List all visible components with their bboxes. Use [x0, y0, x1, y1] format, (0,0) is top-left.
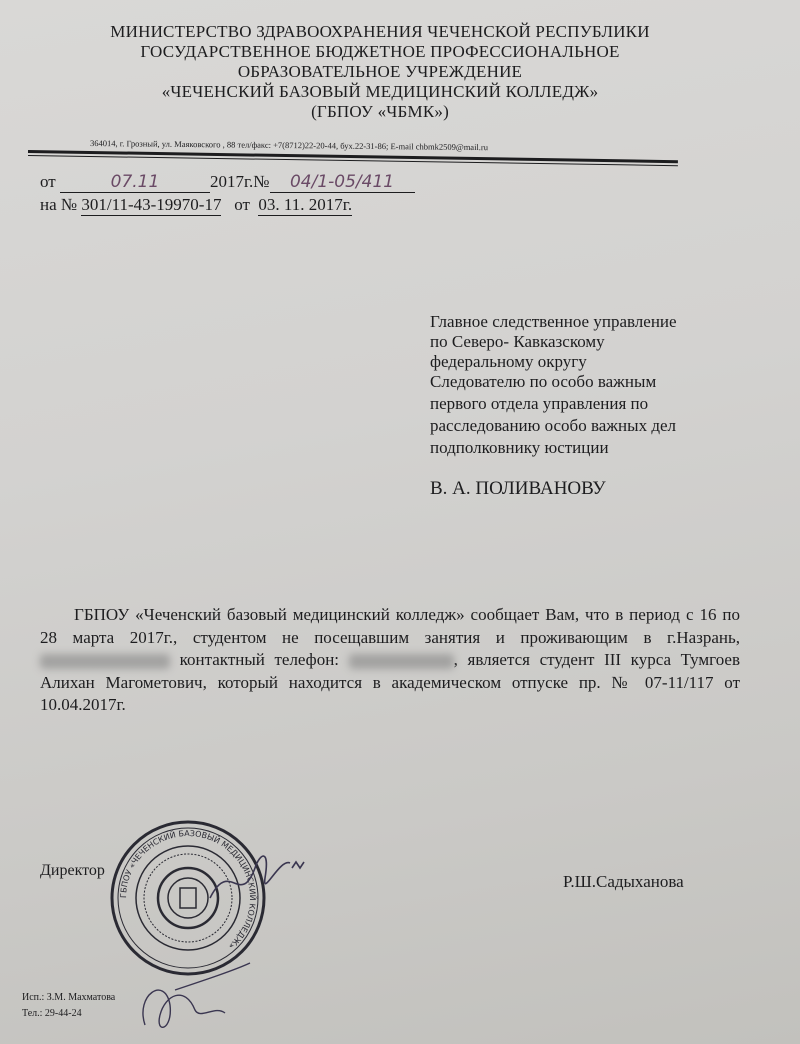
outgoing-year: 2017г.: [209, 172, 254, 191]
letterhead-address: 364014, г. Грозный, ул. Маяковского , 88 тел/факс: +7(8712)22-20-44, бух.22-31-86; E-mail chbmk2509@mail.ru: [89, 138, 489, 153]
director-signature: [200, 838, 320, 918]
redacted-phone: [349, 654, 454, 669]
reply-date: 03. 11. 2017г.: [258, 195, 353, 214]
addressee-block: [430, 312, 677, 458]
reply-label: на №: [40, 195, 78, 214]
addressee-line: первого отдела управления по: [430, 394, 649, 413]
addressee-line: федеральному округу: [430, 352, 587, 371]
executor-phone: Тел.: 29-44-24: [22, 1008, 82, 1019]
letterhead-college-name: «ЧЕЧЕНСКИЙ БАЗОВЫЙ МЕДИЦИНСКИЙ КОЛЛЕДЖ»: [161, 82, 599, 101]
outgoing-number-handwritten: 04/1-05/411: [289, 172, 395, 192]
executor-signature: [125, 955, 265, 1040]
signatory-title: Директор: [40, 862, 105, 879]
from-label: от: [40, 172, 56, 191]
body-text-part-1: ГБПОУ «Чеченский базовый медицинский колледж» сообщает Вам, что в период с 16 по 28 марта 2017г., студентом не посещавшим занятия и проживающим в г.Назрань,: [40, 605, 740, 647]
redacted-address: [40, 654, 170, 669]
stamp-text: ГБПОУ «ЧЕЧЕНСКИЙ БАЗОВЫЙ МЕДИЦИНСКИЙ КОЛЛЕДЖ»: [118, 828, 258, 951]
recipient-name: В. А. ПОЛИВАНОВУ: [430, 478, 606, 499]
reply-number: 301/11-43-19970-17: [81, 195, 222, 214]
outgoing-date-handwritten: 07.11: [110, 172, 160, 192]
body-text-part-3: , является студент III курса Тумгоев Алихан Магометович, который находится в академическом отпуске пр. № 07-11/117 от 10.04.2017г.: [40, 650, 741, 714]
letter-body: [40, 604, 740, 717]
letterhead-abbreviation: (ГБПОУ «ЧБМК»): [311, 102, 449, 121]
letterhead-ministry: МИНИСТЕРСТВО ЗДРАВООХРАНЕНИЯ ЧЕЧЕНСКОЙ РЕСПУБЛИКИ: [110, 22, 650, 41]
addressee-line: по Северо- Кавказскому: [430, 332, 605, 351]
body-text-part-2: контактный телефон:: [179, 650, 340, 669]
signatory-name: Р.Ш.Садыханова: [563, 872, 684, 891]
outgoing-reference: [40, 172, 415, 193]
letterhead-institution-type: ГОСУДАРСТВЕННОЕ БЮДЖЕТНОЕ ПРОФЕССИОНАЛЬНОЕ: [140, 42, 620, 61]
executor-name: Исп.: З.М. Махматова: [22, 992, 116, 1003]
reply-reference: [40, 195, 352, 216]
letterhead-institution-type-2: ОБРАЗОВАТЕЛЬНОЕ УЧРЕЖДЕНИЕ: [237, 62, 523, 81]
number-label: №: [253, 172, 270, 191]
addressee-line: Следователю по особо важным: [430, 372, 657, 391]
addressee-line: подполковнику юстиции: [430, 438, 609, 457]
addressee-line: расследованию особо важных дел: [430, 416, 676, 435]
reply-from-label: от: [234, 195, 250, 214]
addressee-line: Главное следственное управление: [430, 312, 677, 331]
letterhead: [70, 22, 690, 122]
